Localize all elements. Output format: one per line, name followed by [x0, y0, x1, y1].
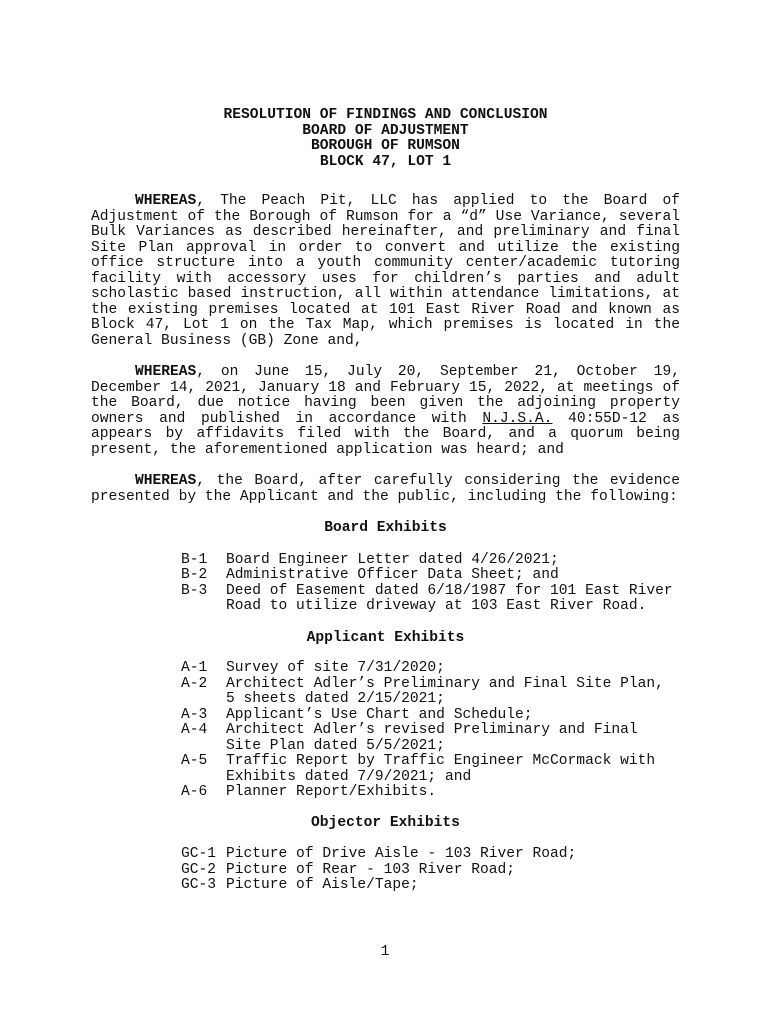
exhibit-item — [181, 677, 680, 708]
exhibit-code: GC-3 — [181, 877, 217, 893]
board-exhibits-heading: Board Exhibits — [324, 520, 447, 536]
exhibit-item — [181, 754, 680, 785]
exhibit-item — [181, 584, 680, 615]
exhibit-code: A-3 — [181, 706, 208, 723]
exhibit-item — [181, 708, 680, 724]
exhibit-item — [181, 553, 680, 569]
board-exhibits-list — [181, 553, 680, 615]
exhibit-text: Administrative Officer Data Sheet; and — [226, 567, 559, 583]
exhibit-code: A-1 — [181, 660, 208, 676]
exhibit-code: B-1 — [181, 551, 208, 568]
exhibit-code: A-6 — [181, 784, 208, 800]
applicant-exhibits-list — [181, 661, 680, 801]
whereas-keyword: WHEREAS — [135, 473, 197, 489]
whereas-paragraph-3 — [91, 474, 680, 505]
exhibit-code: A-5 — [181, 753, 208, 769]
objector-exhibits-list — [181, 847, 680, 894]
exhibit-code: B-2 — [181, 567, 208, 583]
statute-reference: N.J.S.A. — [482, 410, 553, 427]
exhibit-code: GC-1 — [181, 846, 217, 862]
exhibit-text: Planner Report/Exhibits. — [226, 784, 437, 800]
title-line: BOARD OF ADJUSTMENT — [302, 122, 469, 139]
exhibit-text: Board Engineer Letter dated 4/26/2021; — [226, 551, 559, 568]
exhibit-code: GC-2 — [181, 861, 217, 878]
paragraph-text: , the Board, after carefully considering the evidence presented by the Applicant and the public, including the following: — [91, 473, 680, 505]
applicant-exhibits-heading: Applicant Exhibits — [306, 629, 465, 646]
whereas-keyword: WHEREAS — [135, 193, 197, 209]
exhibit-item — [181, 661, 680, 677]
exhibit-code: A-4 — [181, 722, 208, 738]
exhibit-item — [181, 878, 680, 894]
whereas-keyword: WHEREAS — [135, 364, 197, 380]
paragraph-text: , on June 15, July 20, September 21, October 19, December 14, 2021, January 18 and February 15, 2022, at meetings of the Board, due notice having been given the adjoining property owners and published in accordance with — [91, 364, 680, 427]
title-line: BLOCK 47, LOT 1 — [319, 153, 452, 170]
exhibit-text: Traffic Report by Traffic Engineer McCormack with Exhibits dated 7/9/2021; and — [226, 753, 656, 785]
exhibit-code: A-2 — [181, 675, 208, 692]
whereas-paragraph-2 — [91, 365, 680, 458]
document-title — [91, 108, 680, 170]
paragraph-text: 40:55D-12 as appears by affidavits filed with the Board, and a quorum being present, the aforementioned application was heard; and — [91, 410, 680, 458]
exhibit-item — [181, 863, 680, 879]
exhibit-item — [181, 568, 680, 584]
title-line: BOROUGH OF RUMSON — [311, 138, 460, 154]
whereas-paragraph-1 — [91, 194, 680, 349]
paragraph-text: , The Peach Pit, LLC has applied to the Board of Adjustment of the Borough of Rumson for a “d” Use Variance, several Bulk Variances as described hereinafter, and preliminary and final Site Plan approval in order to convert and utilize the existing office structure into a youth community center/academic tutoring facility with accessory uses for children’s parties and adult scholastic based instruction, all within attendance limitations, at the existing premises located at 101 East River Road and known as Block 47, Lot 1 on the Tax Map, which premises is located in the General Business (GB) Zone and, — [91, 193, 680, 349]
exhibit-text: Architect Adler’s Preliminary and Final Site Plan, 5 sheets dated 2/15/2021; — [226, 675, 664, 707]
exhibit-item — [181, 723, 680, 754]
exhibit-text: Architect Adler’s revised Preliminary and Final Site Plan dated 5/5/2021; — [226, 722, 638, 754]
objector-exhibits-heading: Objector Exhibits — [311, 814, 460, 831]
title-line: RESOLUTION OF FINDINGS AND CONCLUSION — [223, 107, 548, 123]
exhibit-text: Survey of site 7/31/2020; — [226, 660, 445, 676]
exhibit-item — [181, 785, 680, 801]
document-page — [91, 108, 680, 894]
exhibit-text: Picture of Aisle/Tape; — [226, 877, 419, 893]
exhibit-text: Picture of Rear - 103 River Road; — [226, 861, 516, 878]
exhibit-text: Picture of Drive Aisle - 103 River Road; — [226, 846, 577, 862]
exhibit-text: Deed of Easement dated 6/18/1987 for 101 East River Road to utilize driveway at 103 East River Road. — [226, 582, 673, 614]
exhibit-item — [181, 847, 680, 863]
exhibit-code: B-3 — [181, 582, 208, 599]
exhibit-text: Applicant’s Use Chart and Schedule; — [226, 706, 533, 723]
page-number: 1 — [380, 944, 390, 960]
